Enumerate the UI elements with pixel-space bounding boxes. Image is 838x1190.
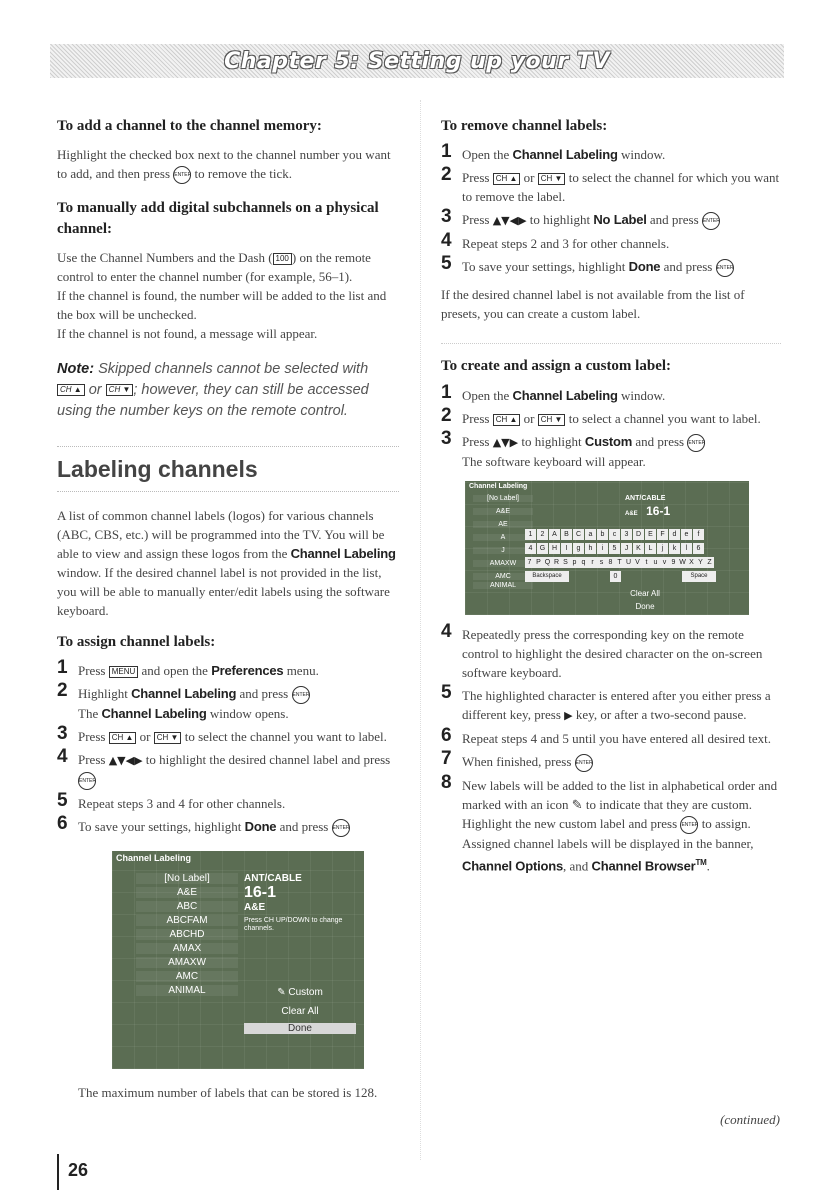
step-item: 3 Press ▲▼▶ to highlight Custom and press ENTER The software keyboard will appear.: [441, 427, 706, 469]
create-steps-continued: [441, 620, 781, 875]
key[interactable]: b: [597, 529, 608, 540]
step-item: 5 To save your settings, highlight Done and press ENTER: [441, 257, 781, 277]
key[interactable]: U: [625, 558, 632, 566]
step-item: 7 When finished, press ENTER: [441, 752, 781, 772]
pencil-icon: ✎: [571, 796, 583, 812]
menu-key-icon: MENU: [109, 666, 139, 678]
arrow-keys-icon: ▲▼◀▶: [492, 214, 527, 228]
key[interactable]: a: [585, 529, 596, 540]
screen-title: Channel Labeling: [116, 853, 192, 864]
key[interactable]: e: [681, 529, 692, 540]
enter-button-icon: ENTER: [716, 259, 734, 277]
step-item: 1 Open the Channel Labeling window.: [441, 141, 666, 163]
key[interactable]: r: [588, 557, 597, 568]
antenna-label: ANT/CABLE: [244, 873, 302, 885]
list-item[interactable]: ANIMAL: [136, 985, 238, 996]
list-item[interactable]: ANIMAL: [473, 582, 533, 589]
continued-label: (continued): [720, 1112, 780, 1127]
list-item[interactable]: AMAXW: [473, 560, 533, 567]
enter-button-icon: ENTER: [332, 819, 350, 837]
list-item[interactable]: AMAXW: [136, 957, 238, 968]
enter-button-icon: ENTER: [78, 772, 96, 790]
arrow-keys-icon: ▲▼▶: [492, 435, 519, 449]
dash-key-icon: 100: [273, 253, 292, 265]
enter-button-icon: ENTER: [575, 754, 593, 772]
list-item[interactable]: [No Label]: [473, 495, 533, 502]
ch-up-key-icon: CH ▲: [493, 414, 521, 426]
key[interactable]: V: [633, 557, 642, 568]
key[interactable]: 0: [610, 571, 621, 582]
page-bar: [57, 1154, 59, 1190]
key[interactable]: K: [633, 543, 644, 554]
list-item[interactable]: J: [473, 547, 533, 554]
list-item[interactable]: A&E: [136, 887, 238, 898]
column-divider: [420, 100, 421, 1160]
key[interactable]: u: [651, 557, 660, 568]
page-number: 26: [68, 1160, 89, 1180]
key[interactable]: F: [657, 529, 668, 540]
key[interactable]: H: [549, 543, 560, 554]
key[interactable]: S: [561, 557, 570, 568]
step-item: 2 Press CH ▲ or CH ▼ to select the channel for which you want to remove the label.: [441, 164, 780, 205]
remove-heading: To remove channel labels:: [441, 118, 608, 134]
key[interactable]: R: [553, 558, 560, 566]
remove-steps: [441, 141, 781, 277]
enter-button-icon: ENTER: [702, 212, 720, 230]
space-key[interactable]: Space: [682, 571, 716, 582]
key[interactable]: A: [549, 529, 560, 540]
key[interactable]: q: [579, 557, 588, 568]
key[interactable]: G: [537, 543, 548, 554]
list-item[interactable]: A&E: [473, 508, 533, 515]
key[interactable]: T: [615, 557, 624, 568]
list-item[interactable]: ABCHD: [136, 929, 238, 940]
keyboard-row: [525, 543, 745, 554]
ch-down-key-icon: CH ▼: [538, 414, 566, 426]
step-item: 4 Repeat steps 2 and 3 for other channels.: [441, 230, 670, 252]
step-item: 5 Repeat steps 3 and 4 for other channels.: [57, 790, 286, 812]
ch-down-key-icon: CH ▼: [538, 173, 566, 185]
antenna-label: ANT/CABLE: [625, 494, 666, 502]
software-keyboard-screen: [465, 481, 749, 615]
key[interactable]: Q: [544, 558, 551, 566]
manual-heading: To manually add digital subchannels on a physical channel:: [57, 200, 379, 237]
key[interactable]: J: [621, 543, 632, 554]
intro: A list of common channel labels (logos) for various channels (ABC, CBS, etc.) will be programmed into the TV. You will be able to view and assign these logos from the Channel Labeling window. If the desired channel label is not provided in the list, you will be able to manually enter/edit labels using the software keyboard.: [57, 507, 396, 618]
right-column: [441, 110, 781, 879]
ch-up-key-icon: CH ▲: [493, 173, 521, 185]
keyboard-row: [525, 571, 745, 582]
step-item: 5 The highlighted character is entered after you either press a different key, press ▶ key, or after a two-second pause.: [441, 681, 771, 722]
keyboard-row: [525, 557, 745, 568]
arrow-keys-icon: ▲▼◀▶: [108, 754, 143, 768]
channel-labeling-screen: [112, 851, 364, 1069]
step-item: 6 To save your settings, highlight Done and press ENTER: [57, 817, 399, 837]
key[interactable]: X: [687, 557, 696, 568]
label-list: [136, 873, 238, 999]
key[interactable]: Z: [705, 557, 714, 568]
create-steps: [441, 381, 781, 471]
key[interactable]: l: [681, 543, 692, 554]
key[interactable]: D: [633, 529, 644, 540]
key[interactable]: 9: [669, 557, 678, 568]
key[interactable]: v: [660, 557, 669, 568]
key[interactable]: C: [573, 529, 584, 540]
step-item: 6 Repeat steps 4 and 5 until you have entered all desired text.: [441, 724, 772, 746]
channel-panel: [625, 495, 705, 520]
manual-p3: If the channel is not found, a message will appear.: [57, 325, 318, 341]
create-heading: To create and assign a custom label:: [441, 358, 672, 375]
step-item: 3 Press CH ▲ or CH ▼ to select the channel you want to label.: [57, 723, 387, 745]
note: Note: Skipped channels cannot be selected with CH ▲ or CH ▼ ; however, they can still be accessed using the number keys on the remote control.: [57, 360, 369, 419]
key[interactable]: k: [669, 543, 680, 554]
step-item: 3 Press ▲▼◀▶ to highlight No Label and press ENTER: [441, 210, 781, 230]
manual-p1: Use the Channel Numbers and the Dash ( 100 ) on the remote control to enter the channel number (for example, 56–1).: [57, 249, 371, 284]
enter-button-icon: ENTER: [680, 816, 698, 834]
key[interactable]: d: [669, 529, 680, 540]
remove-after: If the desired channel label is not available from the list of presets, you can create a custom label.: [441, 287, 745, 322]
key[interactable]: c: [609, 529, 620, 540]
channel-label: A&E: [244, 902, 266, 914]
keyboard: [525, 529, 745, 585]
channel-label: A&E: [625, 510, 638, 517]
channel-number: 16-1: [646, 503, 671, 518]
chapter-title: Chapter 5: Setting up your TV: [224, 48, 610, 74]
key[interactable]: 5: [609, 543, 620, 554]
section-title: Labeling channels: [57, 446, 399, 492]
assign-steps: [57, 657, 399, 837]
max-note: The maximum number of labels that can be stored is 128.: [78, 1085, 378, 1101]
list-item[interactable]: ABCFAM: [136, 915, 238, 926]
key[interactable]: h: [585, 543, 596, 554]
pencil-icon: ✎: [277, 987, 286, 999]
assign-heading: To assign channel labels:: [57, 633, 216, 650]
left-column: [57, 110, 399, 1102]
list-item[interactable]: AE: [473, 521, 533, 528]
ch-up-key-icon: CH ▲: [109, 732, 137, 744]
manual-p2: If the channel is found, the number will be added to the list and the box will be unchecked.: [57, 287, 387, 322]
ch-down-key-icon: CH ▼: [106, 384, 134, 396]
key[interactable]: L: [645, 543, 656, 554]
key[interactable]: 1: [525, 529, 536, 540]
list-item[interactable]: AMAX: [136, 943, 238, 954]
channel-panel: [244, 873, 356, 1034]
step-item: 2 Press CH ▲ or CH ▼ to select a channel you want to label.: [441, 404, 761, 426]
step-item: 1 Open the Channel Labeling window.: [441, 381, 666, 403]
ch-down-key-icon: CH ▼: [154, 732, 182, 744]
key[interactable]: I: [561, 543, 572, 554]
key[interactable]: B: [561, 529, 572, 540]
enter-button-icon: ENTER: [173, 166, 191, 184]
backspace-key[interactable]: Backspace: [525, 571, 569, 582]
key[interactable]: s: [597, 557, 606, 568]
enter-button-icon: ENTER: [292, 686, 310, 704]
key[interactable]: j: [657, 543, 668, 554]
list-item[interactable]: ABC: [136, 901, 238, 912]
list-item[interactable]: A: [473, 534, 533, 541]
key[interactable]: p: [570, 557, 579, 568]
ch-up-key-icon: CH ▲: [57, 384, 85, 396]
key[interactable]: E: [645, 529, 656, 540]
key[interactable]: 2: [537, 529, 548, 540]
key[interactable]: P: [534, 557, 543, 568]
key[interactable]: i: [597, 543, 608, 554]
step-item: 2 Highlight Channel Labeling and press ENTER The Channel Labeling window opens.: [57, 680, 310, 722]
keyboard-row: [525, 529, 745, 540]
chapter-banner: [50, 44, 784, 78]
list-item[interactable]: AMC: [473, 573, 533, 580]
key[interactable]: 7: [525, 557, 534, 568]
clear-all-option[interactable]: Clear All: [281, 1006, 319, 1018]
done-option[interactable]: Done: [244, 1023, 356, 1034]
label-list: [473, 495, 533, 592]
screen-title: Channel Labeling: [469, 482, 528, 490]
step-item: 4 Repeatedly press the corresponding key on the remote control to highlight the desired character on the on-screen software keyboard.: [441, 620, 763, 680]
clear-all-option[interactable]: Clear All: [630, 588, 660, 598]
right-arrow-icon: ▶: [564, 708, 573, 722]
step-item: 4 Press ▲▼◀▶ to highlight the desired channel label and press ENTER: [57, 750, 399, 790]
key[interactable]: 3: [621, 529, 632, 540]
step-item: 1 Press MENU and open the Preferences menu.: [57, 657, 319, 679]
key[interactable]: f: [693, 529, 704, 540]
channel-number: 16-1: [244, 884, 277, 902]
enter-button-icon: ENTER: [687, 434, 705, 452]
key[interactable]: 4: [525, 543, 536, 554]
list-item[interactable]: [No Label]: [136, 873, 238, 884]
list-item[interactable]: AMC: [136, 971, 238, 982]
key[interactable]: t: [642, 557, 651, 568]
custom-option[interactable]: ✎ Custom: [277, 987, 323, 999]
add-heading: To add a channel to the channel memory:: [57, 118, 322, 134]
done-option[interactable]: Done: [635, 601, 655, 611]
key[interactable]: W: [679, 558, 686, 566]
key[interactable]: Y: [696, 557, 705, 568]
step-item: 8 New labels will be added to the list in alphabetical order and marked with an icon ✎ to indicate that they are custom. Highlight the new custom label and press ENTER to assign. Assigned channel labels will be displayed in the banner, Channel Options, and Channel Browser™.: [441, 771, 778, 873]
key[interactable]: 6: [693, 543, 704, 554]
key[interactable]: g: [573, 543, 584, 554]
key[interactable]: 8: [606, 557, 615, 568]
hint-text: Press CH UP/DOWN to change channels.: [244, 917, 343, 933]
add-body: Highlight the checked box next to the channel number you want to add, and then press ENTER to remove the tick.: [57, 145, 399, 184]
